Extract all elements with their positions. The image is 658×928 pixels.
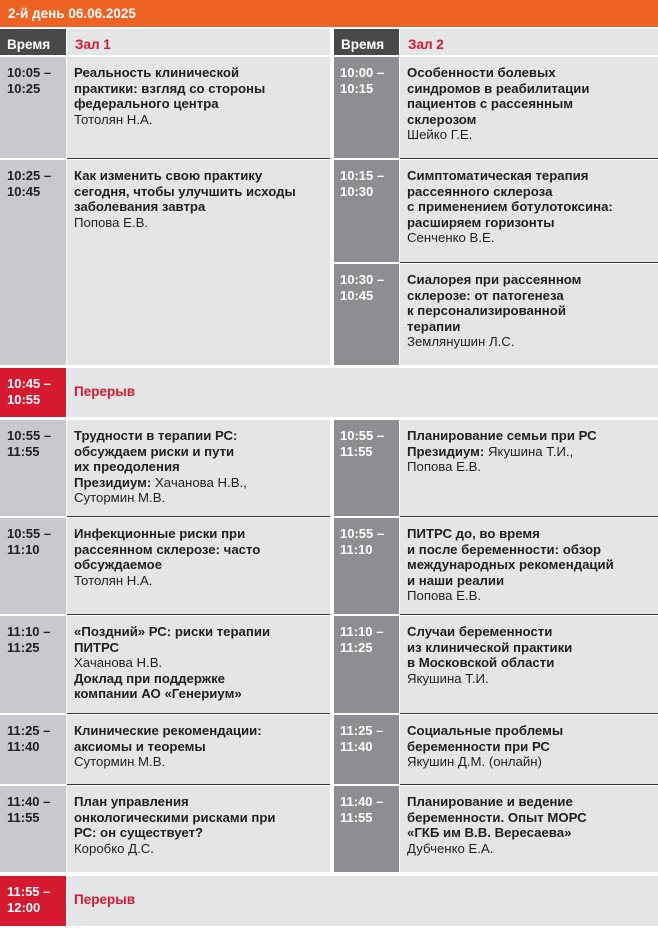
session-speaker: Коробко Д.С. xyxy=(74,840,154,856)
session-title: Реальность клинической практики: взгляд со стороны федерального центра xyxy=(74,65,266,111)
session-speaker: Сутормин М.В. xyxy=(74,490,166,505)
session-speaker: Хачанова Н.В. xyxy=(74,655,163,670)
hall1-session-time: 11:40 – 11:55 xyxy=(0,786,66,872)
hall1-session-time: 11:25 – 11:40 xyxy=(0,715,66,784)
session-title: Симптоматическая терапия рассеянного склероза с применением ботулотоксина: расширяем горизонты xyxy=(407,168,613,230)
session-speaker: Дубченко Е.А. xyxy=(407,840,494,856)
break-time: 10:45 – 10:55 xyxy=(0,368,66,417)
day-header: 2-й день 06.06.2025 xyxy=(0,0,658,27)
row-divider xyxy=(400,784,658,785)
session-speaker: Тотолян Н.А. xyxy=(74,111,153,127)
hall1-title: Зал 1 xyxy=(67,29,330,55)
hall2-session xyxy=(400,264,658,365)
hall2-title: Зал 2 xyxy=(400,29,658,55)
hall2-session-time: 11:10 – 11:25 xyxy=(334,616,399,713)
hall2-session-time: 10:55 – 11:55 xyxy=(334,420,399,516)
row-divider xyxy=(67,516,330,517)
session-title: Социальные проблемы беременности при РС xyxy=(407,723,564,754)
row-divider xyxy=(67,614,330,615)
break-time: 11:55 – 12:00 xyxy=(0,876,66,926)
hall1-session xyxy=(67,57,330,158)
hall1-session xyxy=(67,160,330,365)
session-title: Трудности в терапии РС: обсуждаем риски и пути их преодоления xyxy=(74,428,238,474)
break-label: Перерыв xyxy=(67,876,658,926)
row-divider xyxy=(400,713,658,714)
hall2-session-time: 10:30 – 10:45 xyxy=(334,264,399,365)
row-divider xyxy=(67,784,330,785)
hall2-session xyxy=(400,616,658,713)
hall2-session-time: 11:25 – 11:40 xyxy=(334,715,399,784)
session-title: Планирование семьи при РС xyxy=(407,428,597,443)
hall2-session xyxy=(400,420,658,516)
row-divider xyxy=(400,262,658,263)
hall1-session-time: 11:10 – 11:25 xyxy=(0,616,66,713)
session-presidium: Президиум: Якушина Т.И., xyxy=(407,443,574,459)
hall2-session-time: 10:55 – 11:10 xyxy=(334,518,399,614)
session-title: Клинические рекомендации: аксиомы и теоремы xyxy=(74,723,262,754)
hall2-session xyxy=(400,786,658,872)
session-title: Планирование и ведение беременности. Опыт МОРС «ГКБ им В.В. Вересаева» xyxy=(407,794,587,840)
session-title: План управления онкологическими рисками при РС: он существует? xyxy=(74,794,276,840)
session-title: Как изменить свою практику сегодня, чтобы улучшить исходы заболевания завтра xyxy=(74,168,296,214)
row-divider xyxy=(67,713,330,714)
session-title: Особенности болевых синдромов в реабилитации пациентов с рассеянным склерозом xyxy=(407,65,590,127)
hall1-session-time: 10:05 – 10:25 xyxy=(0,57,66,158)
session-speaker: Сенченко В.Е. xyxy=(407,230,495,245)
hall2-session-time: 11:40 – 11:55 xyxy=(334,786,399,872)
row-divider xyxy=(400,158,658,159)
hall1-session-time: 10:55 – 11:55 xyxy=(0,420,66,516)
hall1-session xyxy=(67,420,330,516)
session-presidium: Президиум: Хачанова Н.В., xyxy=(74,474,247,490)
hall1-session-time: 10:55 – 11:10 xyxy=(0,518,66,614)
hall2-session xyxy=(400,160,658,262)
session-title: Случаи беременности из клинической практики в Московской области xyxy=(407,624,573,670)
hall2-session xyxy=(400,57,658,158)
hall2-session xyxy=(400,715,658,784)
session-speaker: Попова Е.В. xyxy=(407,588,482,603)
session-speaker: Тотолян Н.А. xyxy=(74,572,153,588)
session-speaker: Попова Е.В. xyxy=(407,459,482,474)
hall1-session xyxy=(67,616,330,713)
session-speaker: Якушина Т.И. xyxy=(407,670,489,686)
row-divider xyxy=(400,516,658,517)
session-speaker: Шейко Г.Е. xyxy=(407,127,473,142)
session-sponsor-note: Доклад при поддержке компании АО «Генериум» xyxy=(74,670,242,701)
hall2-time-header: Время xyxy=(334,29,399,55)
session-title: «Поздний» РС: риски терапии ПИТРС xyxy=(74,624,271,655)
hall2-session-time: 10:15 – 10:30 xyxy=(334,160,399,262)
session-speaker: Якушин Д.М. (онлайн) xyxy=(407,754,542,769)
session-title: ПИТРС до, во время и после беременности: обзор международных рекомендаций и наши реалии xyxy=(407,526,614,588)
session-speaker: Попова Е.В. xyxy=(74,214,149,230)
row-divider xyxy=(400,614,658,615)
session-speaker: Сутормин М.В. xyxy=(74,754,166,769)
session-title: Инфекционные риски при рассеянном склерозе: часто обсуждаемое xyxy=(74,526,261,572)
hall1-session xyxy=(67,715,330,784)
hall1-session xyxy=(67,518,330,614)
session-title: Сиалорея при рассеянном склерозе: от патогенеза к персонализированной терапии xyxy=(407,272,582,334)
session-speaker: Землянушин Л.С. xyxy=(407,334,515,349)
break-label: Перерыв xyxy=(67,368,658,417)
hall1-session xyxy=(67,786,330,872)
row-divider xyxy=(67,158,330,159)
hall1-time-header: Время xyxy=(0,29,66,55)
hall2-session-time: 10:00 – 10:15 xyxy=(334,57,399,158)
hall2-session xyxy=(400,518,658,614)
hall1-session-time: 10:25 – 10:45 xyxy=(0,160,66,365)
